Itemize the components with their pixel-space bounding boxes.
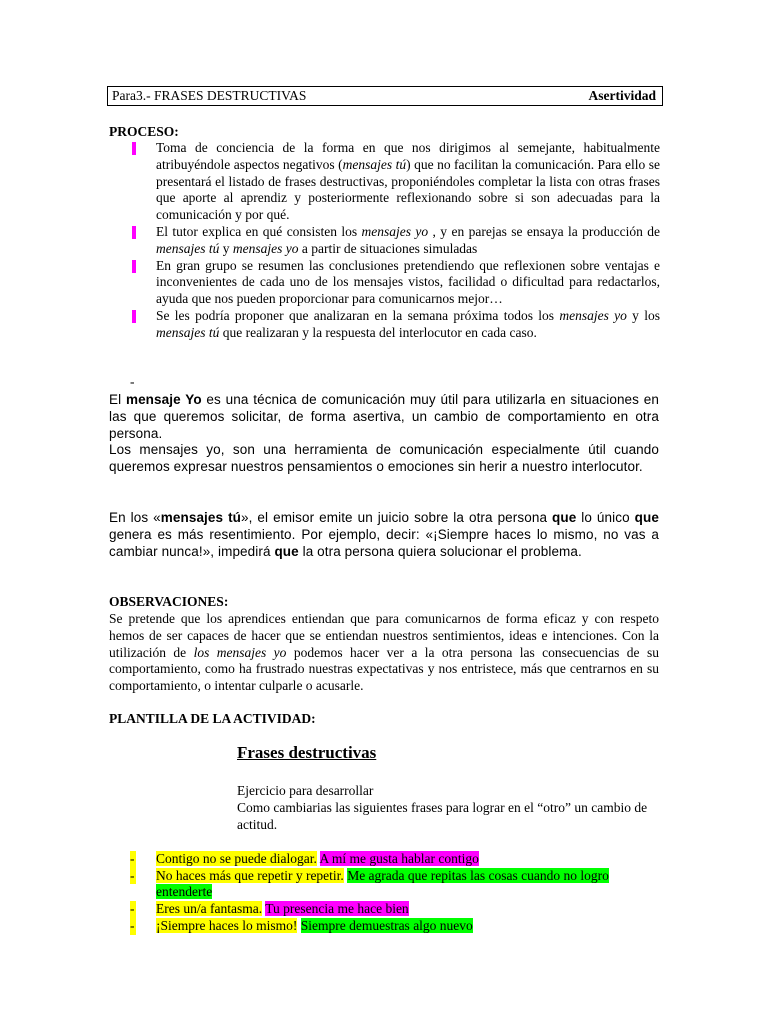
constructive-phrase: Tu presencia me hace bien <box>265 901 409 917</box>
constructive-phrase: Me agrada que repitas las cosas cuando no logro entenderte <box>156 867 609 900</box>
header-title: Para3.- FRASES DESTRUCTIVAS <box>112 88 307 103</box>
header-topic: Asertividad <box>588 88 656 103</box>
mensajes-yo-paragraph: Los mensajes yo, son una herramienta de comunicación especialmente útil cuando queremos expresar nuestros pensamientos o emociones sin herir a nuestro interlocutor. <box>109 442 659 474</box>
phrase-row <box>130 918 660 935</box>
destructive-phrase: Eres un/a fantasma. <box>156 901 263 917</box>
observaciones-paragraph: Se pretende que los aprendices entiendan que para comunicarnos de forma eficaz y con respeto hemos de ser capaces de hacer que se entiendan nuestros sentimientos, ideas e intenciones. Con la utilización de los mensajes yo podemos hacer ver a la otra persona las consecuencias de su comportamiento, como ha frustrado nuestras expectativas y nos entristece, más que centrarnos en su comportamiento, o intentar culparle o acusarle. <box>109 611 659 694</box>
destructive-phrase: No haces más que repetir y repetir. <box>156 867 344 883</box>
bullet-icon <box>132 260 136 273</box>
proceso-item-2: El tutor explica en qué consisten los mensajes yo , y en parejas se ensaya la producción de mensajes tú y mensajes yo a partir de situaciones simuladas <box>130 224 660 258</box>
proceso-item-4: Se les podría proponer que analizaran en la semana próxima todos los mensajes yo y los mensajes tú que realizaran y la respuesta del interlocutor en cada caso. <box>130 308 660 342</box>
phrase-row <box>130 868 660 901</box>
observaciones-heading: OBSERVACIONES: <box>109 594 229 609</box>
proceso-item-1: Toma de conciencia de la forma en que nos dirigimos al semejante, habitualmente atribuyéndole aspectos negativos (mensajes tú) que no facilitan la comunicación. Para ello se presentará el listado de frases destructivas, proponiéndoles completar la lista con otras frases que aporte al aprendiz y posteriormente reflexionando sobre si son adecuadas para la comunicación y por qué. <box>130 140 660 224</box>
plantilla-heading: PLANTILLA DE LA ACTIVIDAD: <box>109 711 316 726</box>
instruction-line-1: Ejercicio para desarrollar <box>237 783 374 798</box>
phrase-list <box>130 851 660 935</box>
dash-marker: - <box>130 917 135 933</box>
activity-instructions <box>237 782 657 833</box>
phrase-row <box>130 851 660 868</box>
document-header <box>107 86 663 106</box>
constructive-phrase: A mí me gusta hablar contigo <box>319 851 479 866</box>
bullet-icon <box>132 226 136 239</box>
bullet-icon <box>132 142 136 155</box>
phrase-row <box>130 901 660 918</box>
activity-title: Frases destructivas <box>237 743 377 762</box>
trailing-dash: - <box>130 374 135 389</box>
dash-marker: - <box>130 901 135 917</box>
constructive-phrase: Siempre demuestras algo nuevo <box>300 917 473 933</box>
proceso-heading: PROCESO: <box>109 124 179 139</box>
destructive-phrase: Contigo no se puede dialogar. <box>156 851 317 866</box>
instruction-line-2: Como cambiarias las siguientes frases para lograr en el “otro” un cambio de actitud. <box>237 800 648 832</box>
mensaje-yo-paragraph: El mensaje Yo es una técnica de comunicación muy útil para utilizarla en situaciones en las que queremos solicitar, de forma asertiva, un cambio de comportamiento en otra persona. <box>109 392 659 441</box>
bullet-icon <box>132 310 136 323</box>
dash-marker: - <box>130 867 135 883</box>
proceso-item-3: En gran grupo se resumen las conclusiones pretendiendo que reflexionen sobre ventajas e inconvenientes de cada uno de los mensajes vistos, facilidad o dificultad para redactarlos, ayuda que nos pueden proporcionar para comunicarnos mejor… <box>130 258 660 308</box>
mensajes-tu-paragraph: En los «mensajes tú», el emisor emite un juicio sobre la otra persona que lo único que genera es más resentimiento. Por ejemplo, decir: «¡Siempre haces lo mismo, no vas a cambiar nunca!», impedirá que la otra persona quiera solucionar el problema. <box>109 510 659 559</box>
destructive-phrase: ¡Siempre haces lo mismo! <box>156 917 298 933</box>
proceso-list <box>130 140 660 342</box>
dash-marker: - <box>130 851 135 866</box>
